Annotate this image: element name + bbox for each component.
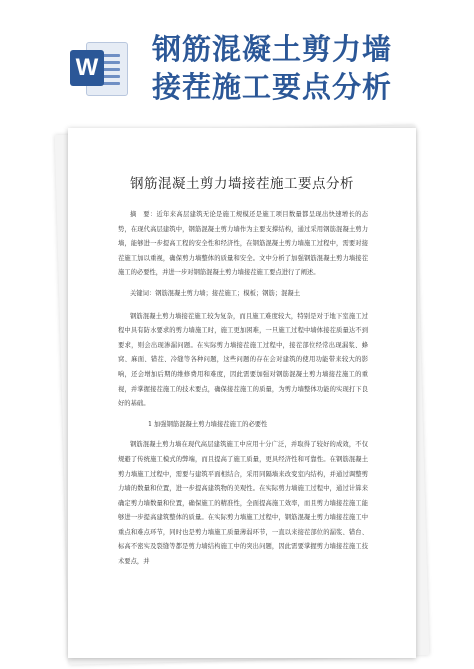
section-paragraph: 钢筋混凝土剪力墙在现代高层建筑施工中应用十分广泛，并取得了较好的成效，不仅规避了传统施工模式的弊端，而且提高了施工质量，更具经济性和可靠性。在钢筋混凝土剪力墙施工过程中，需要与建筑平面相结合，采用同隔墙来改变室内结构，并通过调整剪力墙的数量和位置，进一步提高建筑物的美观性。在实际剪力墙施工过程中，通过计算来确定剪力墙数量和位置，确保施工的精准性，全面提高施工效率，而且剪力墙接茬施工能够进一步提高建筑整体的质量。在实际剪力墙施工过程中，钢筋混凝土剪力墙接茬施工中重点和难点环节，同时也是剪力墙施工质量薄弱环节，一直以来接茬部位的漏浆、错台、标高不密实及裂缝等都是剪力墙结构施工中的突出问题，因此需要掌握剪力墙接茬施工技术要点，并 xyxy=(118,441,368,566)
document-body xyxy=(118,208,368,573)
word-document-icon: W xyxy=(68,38,128,98)
abstract-paragraph: 摘 要：近年来高层建筑无论是施工规模还是施工项目数量都呈现出快速增长的态势，在现代高层建筑中，钢筋混凝土剪力墙作为主要支撑结构，通过采用钢筋混凝土剪力墙，能够进一步提高工程的安全性和经济性，在钢筋混凝土剪力墙施工过程中，需要对接茬施工加以重视，确保剪力墙整体的质量和安全。文中分析了加强钢筋混凝土剪力墙接茬施工的必要性，并进一步对钢筋混凝土剪力墙接茬施工要点进行了阐述。 xyxy=(118,211,368,277)
keywords-line: 关键词：钢筋混凝土剪力墙；接茬施工；模板；钢筋；混凝土 xyxy=(130,289,301,297)
banner-title-line2: 接茬施工要点分析 xyxy=(152,70,393,104)
banner xyxy=(0,0,474,118)
banner-title xyxy=(152,30,452,106)
document-page xyxy=(68,128,416,658)
section-heading: 1 加强钢筋混凝土剪力墙接茬施工的必要性 xyxy=(148,420,268,428)
intro-paragraph: 钢筋混凝土剪力墙接茬施工较为复杂，而且施工难度较大，特别是对于地下室施工过程中具有防水要求的剪力墙施工时，施工更加困难，一旦施工过程中墙体接茬质量达不到要求，则会出现渗漏问题。在实际剪力墙接茬施工过程中，接茬部位经常出现漏浆、蜂窝、麻面、错茬、冷缝等各种问题，这些问题的存在会对建筑的使用功能带来较大的影响，还会增加后期的维修费用和难度，因此需要加强对钢筋混凝土剪力墙接茬施工的重视，并掌握接茬施工的技术要点，确保接茬施工的质量，为剪力墙整体功能的实现打下良好的基础。 xyxy=(118,312,368,408)
banner-title-line1: 钢筋混凝土剪力墙 xyxy=(152,32,393,66)
document-title: 钢筋混凝土剪力墙接茬施工要点分析 xyxy=(130,176,354,192)
